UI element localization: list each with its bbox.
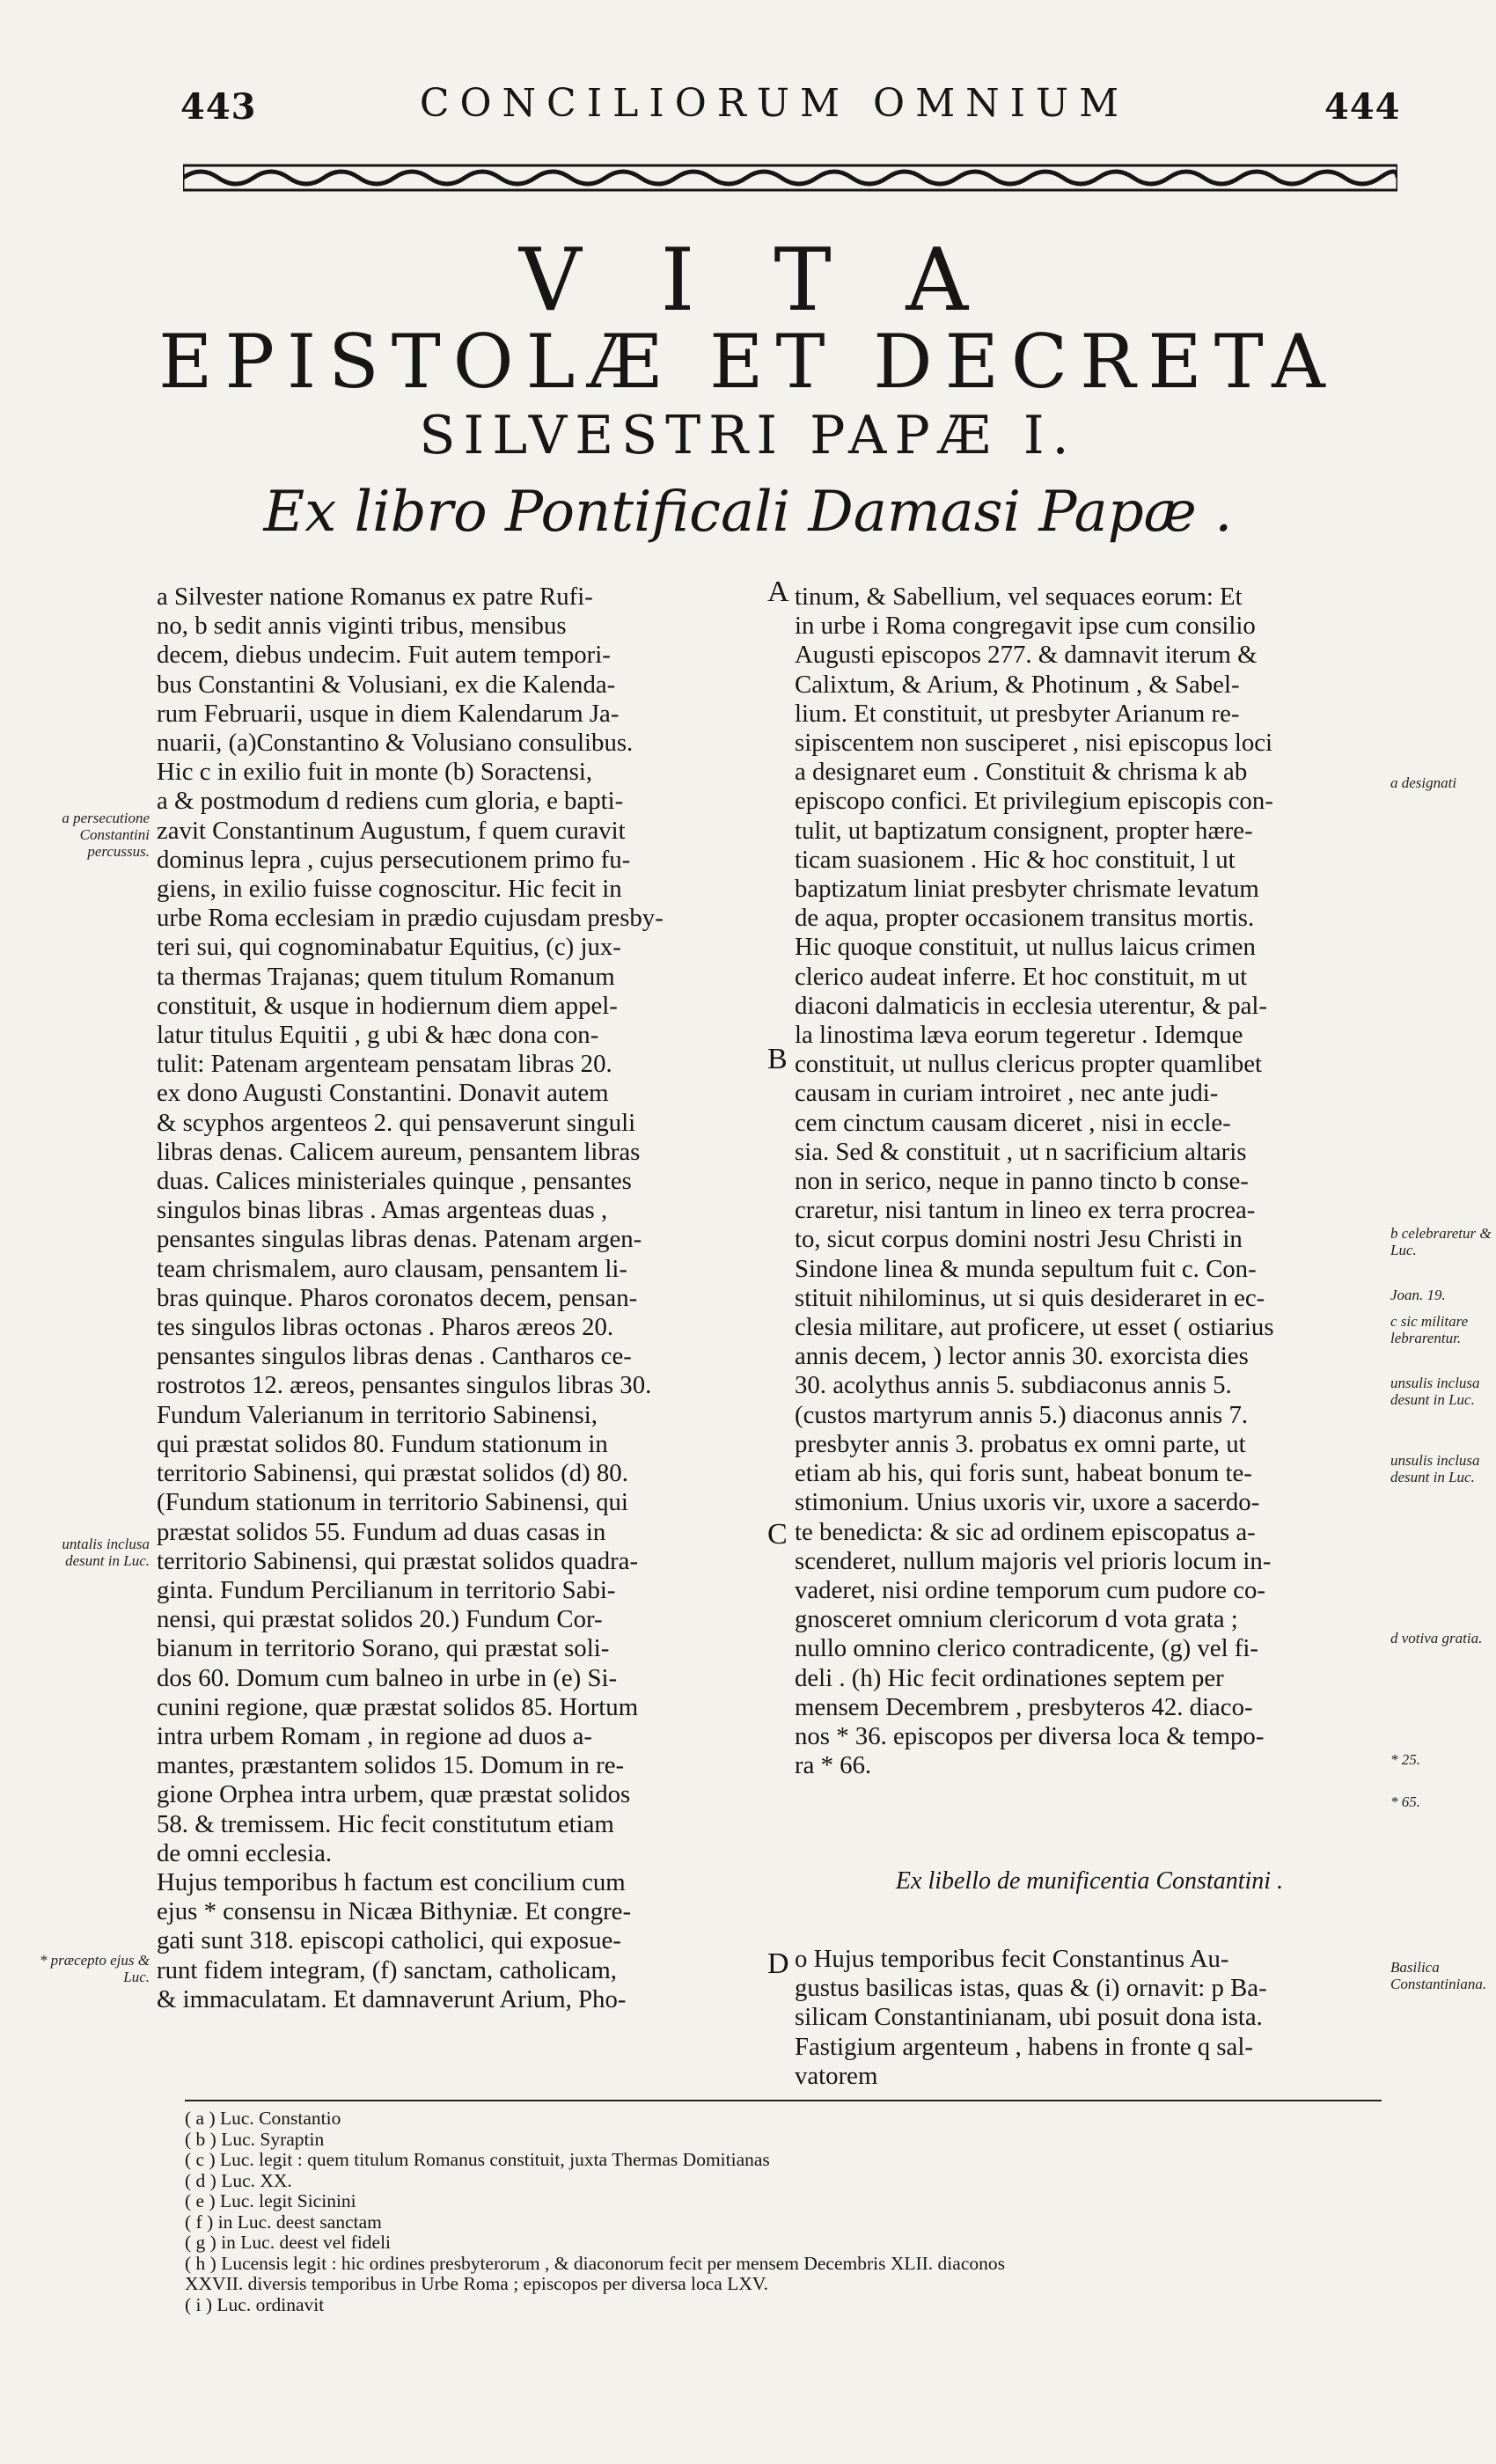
footnote: ( a ) Luc. Constantio	[185, 2108, 341, 2129]
margin-note-right: c sic militare lebrarentur.	[1390, 1313, 1469, 1346]
text-line: non in serico, neque in panno tincto b conse-	[795, 1167, 1249, 1196]
footnotes	[185, 2108, 1390, 2315]
text-line: decem, diebus undecim. Fuit autem tempori-	[157, 641, 611, 670]
text-line: tulit, ut baptizatum consignent, propter hære-	[795, 816, 1253, 845]
text-line: vatorem	[795, 2061, 878, 2090]
text-line: Fastigium argenteum , habens in fronte q sal-	[795, 2032, 1253, 2061]
text-line: 30. acolythus annis 5. subdiaconus annis 5.	[795, 1371, 1232, 1400]
footnote: ( e ) Luc. legit Sicinini	[185, 2190, 356, 2211]
margin-note-left: untalis inclusa desunt in Luc.	[62, 1536, 150, 1569]
footnote: ( d ) Luc. XX.	[185, 2169, 292, 2191]
text-line: annis decem, ) lector annis 30. exorcista dies	[795, 1342, 1249, 1371]
title-vita: VITA	[518, 231, 1048, 331]
text-line: tulit: Patenam argenteam pensatam libras 20.	[157, 1050, 612, 1079]
text-line: sia. Sed & constituit , ut n sacrificium altaris	[795, 1137, 1247, 1166]
text-line: constituit, & usque in hodiernum diem appel-	[157, 991, 618, 1020]
text-line: nensi, qui præstat solidos 20.) Fundum Cor-	[157, 1605, 603, 1634]
text-line: team chrismalem, auro clausam, pensantem li-	[157, 1254, 627, 1283]
text-line: gati sunt 318. episcopi catholici, qui exposue-	[157, 1926, 621, 1955]
text-line: mensem Decembrem , presbyteros 42. diaco-	[795, 1692, 1253, 1721]
text-line: nos * 36. episcopos per diversa loca & tempo-	[795, 1721, 1265, 1750]
margin-note-left: * præcepto ejus & Luc.	[39, 1952, 150, 1985]
text-line: territorio Sabinensi, qui præstat solidos (d) 80.	[157, 1459, 628, 1488]
text-line: qui præstat solidos 80. Fundum stationum in	[157, 1429, 608, 1458]
text-line: de omni ecclesia.	[157, 1838, 333, 1867]
text-line: a & postmodum d rediens cum gloria, e bapti-	[157, 787, 624, 816]
margin-note-right: Joan. 19.	[1390, 1287, 1446, 1303]
margin-note-right: d votiva gratia.	[1390, 1630, 1483, 1646]
margin-note-right: b celebraretur & Luc.	[1390, 1225, 1492, 1258]
text-line: Hic c in exilio fuit in monte (b) Soractensi,	[157, 758, 593, 787]
text-line: a Silvester natione Romanus ex patre Rufi-	[157, 583, 593, 611]
text-line: dominus lepra , cujus persecutionem primo fu-	[157, 845, 631, 874]
text-line: de aqua, propter occasionem transitus mortis.	[795, 904, 1255, 933]
right-column-continuation	[795, 1945, 1384, 2091]
text-line: baptizatum liniat presbyter chrismate levatum	[795, 875, 1259, 904]
text-line: Hujus temporibus h factum est concilium cum	[157, 1867, 626, 1896]
text-line: giens, in exilio fuisse cognoscitur. Hic fecit in	[157, 875, 622, 904]
footnote: XXVII. diversis temporibus in Urbe Roma ; episcopos per diversa loca LXV.	[185, 2273, 768, 2294]
text-line: (Fundum stationum in territorio Sabinensi, qui	[157, 1488, 628, 1517]
text-line: ginta. Fundum Percilianum in territorio Sabi-	[157, 1575, 616, 1604]
text-line: præstat solidos 55. Fundum ad duas casas in	[157, 1517, 606, 1546]
text-line: nullo omnino clerico contradicente, (g) vel fi-	[795, 1634, 1258, 1663]
margin-note-right: a designati	[1390, 774, 1457, 791]
text-line: libras denas. Calicem aureum, pensantem libras	[157, 1137, 641, 1166]
text-line: (custos martyrum annis 5.) diaconus annis 7.	[795, 1400, 1249, 1429]
text-line: Fundum Valerianum in territorio Sabinensi,	[157, 1400, 598, 1429]
text-line: episcopo confici. Et privilegium episcopis con-	[795, 787, 1273, 816]
text-line: pensantes singulos libras denas . Cantharos ce-	[157, 1342, 632, 1371]
text-line: urbe Roma ecclesiam in prædio cujusdam presby-	[157, 904, 664, 933]
section-letter-c: C	[767, 1518, 788, 1551]
text-line: presbyter annis 3. probatus ex omni parte, ut	[795, 1429, 1246, 1458]
text-line: & scyphos argenteos 2. qui pensaverunt singuli	[157, 1108, 636, 1137]
footnote: ( f ) in Luc. deest sanctam	[185, 2211, 382, 2233]
text-line: te benedicta: & sic ad ordinem episcopatus a-	[795, 1517, 1256, 1546]
text-line: zavit Constantinum Augustum, f quem curavit	[157, 816, 626, 845]
text-line: sipiscentem non susciperet , nisi episcopus loci	[795, 729, 1273, 758]
title-silvestri: SILVESTRI PAPÆ I.	[419, 405, 1077, 466]
page-number-left: 443	[180, 86, 257, 128]
subtitle-source: Ex libro Pontificali Damasi Papæ .	[263, 480, 1233, 545]
text-line: o Hujus temporibus fecit Constantinus Au-	[795, 1945, 1229, 1973]
text-line: bianum in territorio Sorano, qui præstat soli-	[157, 1634, 610, 1663]
text-line: singulos binas libras . Amas argenteas duas ,	[157, 1196, 608, 1225]
text-line: Calixtum, & Arium, & Photinum , & Sabel-	[795, 670, 1240, 699]
text-line: deli . (h) Hic fecit ordinationes septem per	[795, 1663, 1224, 1692]
text-line: a designaret eum . Constituit & chrisma k ab	[795, 758, 1248, 787]
footnote: ( c ) Luc. legit : quem titulum Romanus constituit, juxta Thermas Domitianas	[185, 2149, 770, 2170]
text-line: pensantes singulas libras denas. Patenam argen-	[157, 1225, 642, 1254]
text-line: 58. & tremissem. Hic fecit constitutum etiam	[157, 1809, 614, 1838]
text-line: ta thermas Trajanas; quem titulum Romanum	[157, 962, 615, 991]
text-line: etiam ab his, qui foris sunt, habeat bonum te-	[795, 1459, 1252, 1488]
text-line: rostrotos 12. æreos, pensantes singulos libras 30.	[157, 1371, 652, 1400]
title-epistolae: EPISTOLÆ ET DECRETA	[158, 319, 1338, 405]
text-line: craretur, nisi tantum in lineo ex terra procrea-	[795, 1196, 1256, 1225]
text-line: to, sicut corpus domini nostri Jesu Christi in	[795, 1225, 1243, 1254]
text-line: bus Constantini & Volusiani, ex die Kalenda-	[157, 670, 616, 699]
text-line: scenderet, nullum majoris vel prioris locum in-	[795, 1546, 1272, 1575]
footnote-rule	[185, 2100, 1382, 2101]
text-line: ra * 66.	[795, 1751, 872, 1780]
text-line: diaconi dalmaticis in ecclesia uterentur, & pal-	[795, 991, 1267, 1020]
section-letter-b: B	[767, 1043, 788, 1075]
text-line: vaderet, nisi ordine temporum cum pudore co-	[795, 1575, 1265, 1604]
footnote: ( h ) Lucensis legit : hic ordines presbyterorum , & diaconorum fecit per mensem Decembris XLII. diaconos	[185, 2252, 1005, 2274]
text-line: bras quinque. Pharos coronatos decem, pensan-	[157, 1283, 638, 1312]
text-line: causam in curiam introiret , nec ante judi-	[795, 1079, 1219, 1108]
right-column	[795, 583, 1384, 1780]
text-line: ex dono Augusti Constantini. Donavit autem	[157, 1079, 609, 1108]
text-line: in urbe i Roma congregavit ipse cum consilio	[795, 612, 1256, 641]
text-line: constituit, ut nullus clericus propter quamlibet	[795, 1050, 1263, 1079]
text-line: nuarii, (a)Constantino & Volusiano consulibus.	[157, 729, 634, 758]
margin-note-right: Basilica Constantiniana.	[1390, 1959, 1487, 1992]
text-line: mantes, præstantem solidos 15. Domum in re-	[157, 1751, 625, 1780]
footnote: ( g ) in Luc. deest vel fideli	[185, 2232, 392, 2253]
section-letter-d: D	[767, 1947, 789, 1980]
text-line: gnosceret omnium clericorum d vota grata ;	[795, 1605, 1238, 1634]
margin-note-right: * 65.	[1390, 1793, 1420, 1810]
text-line: tinum, & Sabellium, vel sequaces eorum: Et	[795, 583, 1243, 611]
text-line: la linostima læva eorum tegeretur . Idemque	[795, 1021, 1243, 1050]
text-line: silicam Constantinianam, ubi posuit dona ista.	[795, 2003, 1263, 2032]
text-line: gustus basilicas istas, quas & (i) ornavit: p Ba-	[795, 1974, 1267, 2003]
text-line: tes singulos libras octonas . Pharos æreos 20.	[157, 1313, 614, 1342]
text-line: Hic quoque constituit, ut nullus laicus crimen	[795, 933, 1256, 962]
text-line: intra urbem Romam , in regione ad duos a-	[157, 1721, 593, 1750]
text-line: duas. Calices ministeriales quinque , pensantes	[157, 1167, 632, 1196]
margin-note-right: * 25.	[1390, 1751, 1420, 1768]
section-heading: Ex libello de munificentia Constantini .	[895, 1867, 1284, 1895]
running-title: CONCILIORUM OMNIUM	[419, 81, 1130, 126]
margin-note-left: a persecutione Constantini percussus.	[62, 810, 150, 860]
text-line: dos 60. Domum cum balneo in urbe in (e) Si-	[157, 1663, 618, 1692]
text-line: stituit nihilominus, ut si quis desideraret in ec-	[795, 1283, 1265, 1312]
text-line: lium. Et constituit, ut presbyter Arianum re-	[795, 699, 1240, 728]
text-line: no, b sedit annis viginti tribus, mensibus	[157, 612, 567, 641]
text-line: cunini regione, quæ præstat solidos 85. Hortum	[157, 1692, 639, 1721]
text-line: clesia militare, aut proficere, ut esset ( ostiarius	[795, 1313, 1274, 1342]
text-line: runt fidem integram, (f) sanctam, catholicam,	[157, 1955, 617, 1984]
text-line: teri sui, qui cognominabatur Equitius, (c) jux-	[157, 933, 621, 962]
section-letter-a: A	[767, 576, 789, 608]
text-line: clerico audeat inferre. Et hoc constituit, m ut	[795, 962, 1248, 991]
text-line: latur titulus Equitii , g ubi & hæc dona con-	[157, 1021, 599, 1050]
text-line: ejus * consensu in Nicæa Bithyniæ. Et congre-	[157, 1897, 632, 1926]
text-line: ticam suasionem . Hic & hoc constituit, l ut	[795, 845, 1236, 874]
text-line: & immaculatam. Et damnaverunt Arium, Pho-	[157, 1984, 627, 2013]
text-line: gione Orphea intra urbem, quæ præstat solidos	[157, 1780, 631, 1809]
left-column	[157, 583, 764, 2014]
text-line: territorio Sabinensi, qui præstat solidos quadra-	[157, 1546, 639, 1575]
margin-note-right: unsulis inclusa desunt in Luc.	[1390, 1452, 1480, 1485]
footnote: ( i ) Luc. ordinavit	[185, 2293, 325, 2315]
text-line: rum Februarii, usque in diem Kalendarum Ja-	[157, 699, 620, 728]
margin-note-right: unsulis inclusa desunt in Luc.	[1390, 1375, 1480, 1408]
ornamental-border	[183, 160, 1397, 195]
text-line: cem cinctum causam diceret , nisi in eccle-	[795, 1108, 1231, 1137]
text-line: Sindone linea & munda sepultum fuit c. Con-	[795, 1254, 1257, 1283]
text-line: Augusti episcopos 277. & damnavit iterum &	[795, 641, 1258, 670]
text-line: stimonium. Unius uxoris vir, uxore a sacerdo-	[795, 1488, 1260, 1517]
page-number-right: 444	[1324, 86, 1401, 128]
footnote: ( b ) Luc. Syraptin	[185, 2128, 325, 2150]
